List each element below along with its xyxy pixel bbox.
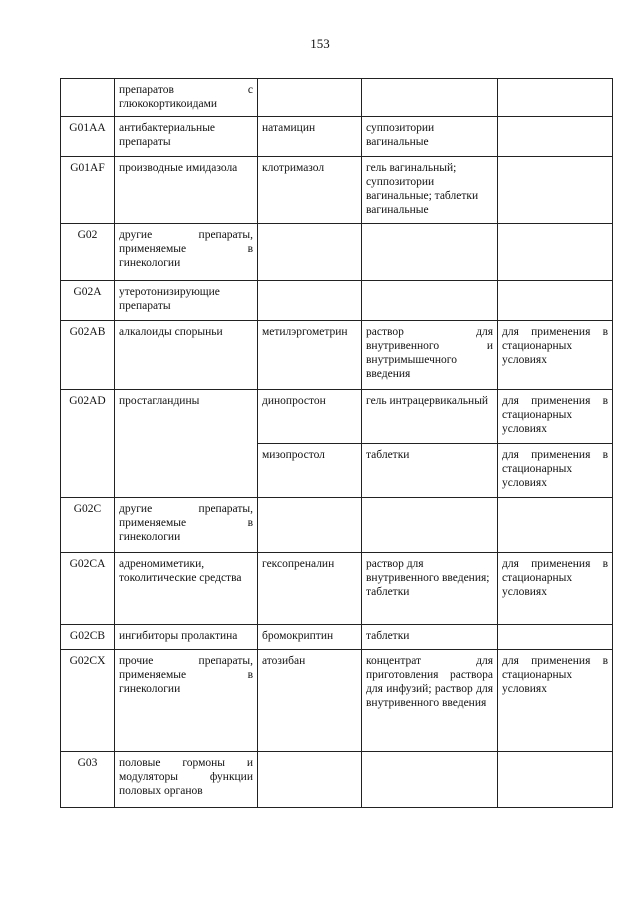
drug-name-cell: атозибан	[258, 650, 362, 752]
atc-code-cell: G02CB	[61, 625, 115, 650]
drug-name-cell	[258, 79, 362, 117]
dosage-form-cell: концентрат для приготовления раствора для инфузий; раствор для внутривенного введения	[362, 650, 498, 752]
dosage-form-cell: таблетки	[362, 625, 498, 650]
dosage-form-cell: гель интрацервикальный	[362, 390, 498, 444]
table-row	[61, 498, 613, 553]
group-name-cell: простагландины	[115, 390, 258, 498]
table-row	[61, 752, 613, 808]
group-name-cell: утеротонизирующие препараты	[115, 281, 258, 321]
drug-name-cell: мизопростол	[258, 444, 362, 498]
drug-name-cell: гексопреналин	[258, 553, 362, 625]
table-row	[61, 650, 613, 752]
group-name-cell: антибактериальные препараты	[115, 117, 258, 157]
note-cell	[498, 117, 613, 157]
dosage-form-cell	[362, 281, 498, 321]
table-row	[61, 281, 613, 321]
table-row	[61, 157, 613, 224]
drug-name-cell	[258, 224, 362, 281]
drug-name-cell: натамицин	[258, 117, 362, 157]
table-row	[61, 553, 613, 625]
note-cell	[498, 224, 613, 281]
group-name-cell: алкалоиды спорыньи	[115, 321, 258, 390]
dosage-form-cell: суппозитории вагинальные	[362, 117, 498, 157]
table-row	[61, 321, 613, 390]
atc-code-cell: G02CX	[61, 650, 115, 752]
note-cell	[498, 157, 613, 224]
note-cell	[498, 752, 613, 808]
drug-name-cell	[258, 281, 362, 321]
group-name-cell: ингибиторы пролактина	[115, 625, 258, 650]
note-cell: для применения в стационарных условиях	[498, 553, 613, 625]
note-cell	[498, 79, 613, 117]
atc-code-cell: G02	[61, 224, 115, 281]
table-row	[61, 390, 613, 444]
group-name-cell: другие препараты, применяемые в гинекологии	[115, 498, 258, 553]
table-row	[61, 625, 613, 650]
table-row	[61, 79, 613, 117]
note-cell: для применения в стационарных условиях	[498, 650, 613, 752]
note-cell	[498, 281, 613, 321]
drug-name-cell: клотримазол	[258, 157, 362, 224]
table-row	[61, 224, 613, 281]
dosage-form-cell	[362, 224, 498, 281]
group-name-cell: другие препараты, применяемые в гинекологии	[115, 224, 258, 281]
note-cell	[498, 498, 613, 553]
drug-name-cell	[258, 498, 362, 553]
dosage-form-cell: гель вагинальный; суппозитории вагинальные; таблетки вагинальные	[362, 157, 498, 224]
page-number: 153	[310, 36, 330, 51]
drug-name-cell: бромокриптин	[258, 625, 362, 650]
note-cell: для применения в стационарных условиях	[498, 390, 613, 444]
group-name-cell: половые гормоны и модуляторы функции половых органов	[115, 752, 258, 808]
atc-code-cell: G02C	[61, 498, 115, 553]
note-cell	[498, 625, 613, 650]
dosage-form-cell: раствор для внутривенного введения; таблетки	[362, 553, 498, 625]
atc-code-cell: G02AB	[61, 321, 115, 390]
note-cell: для применения в стационарных условиях	[498, 444, 613, 498]
atc-code-cell: G01AF	[61, 157, 115, 224]
table-row	[61, 117, 613, 157]
atc-code-cell: G03	[61, 752, 115, 808]
note-cell: для применения в стационарных условиях	[498, 321, 613, 390]
drug-name-cell	[258, 752, 362, 808]
atc-code-cell: G02CA	[61, 553, 115, 625]
atc-code-cell: G01AA	[61, 117, 115, 157]
dosage-form-cell	[362, 79, 498, 117]
dosage-form-cell	[362, 752, 498, 808]
drug-name-cell: динопростон	[258, 390, 362, 444]
group-name-cell: производные имидазола	[115, 157, 258, 224]
dosage-form-cell	[362, 498, 498, 553]
atc-code-cell: G02A	[61, 281, 115, 321]
atc-code-cell: G02AD	[61, 390, 115, 498]
atc-code-cell	[61, 79, 115, 117]
dosage-form-cell: таблетки	[362, 444, 498, 498]
dosage-form-cell: раствор для внутривенного и внутримышечного введения	[362, 321, 498, 390]
drug-name-cell: метилэргометрин	[258, 321, 362, 390]
group-name-cell: адреномиметики, токолитические средства	[115, 553, 258, 625]
drug-classification-table	[60, 78, 613, 808]
group-name-cell: препаратов с глюкокортикоидами	[115, 79, 258, 117]
group-name-cell: прочие препараты, применяемые в гинекологии	[115, 650, 258, 752]
